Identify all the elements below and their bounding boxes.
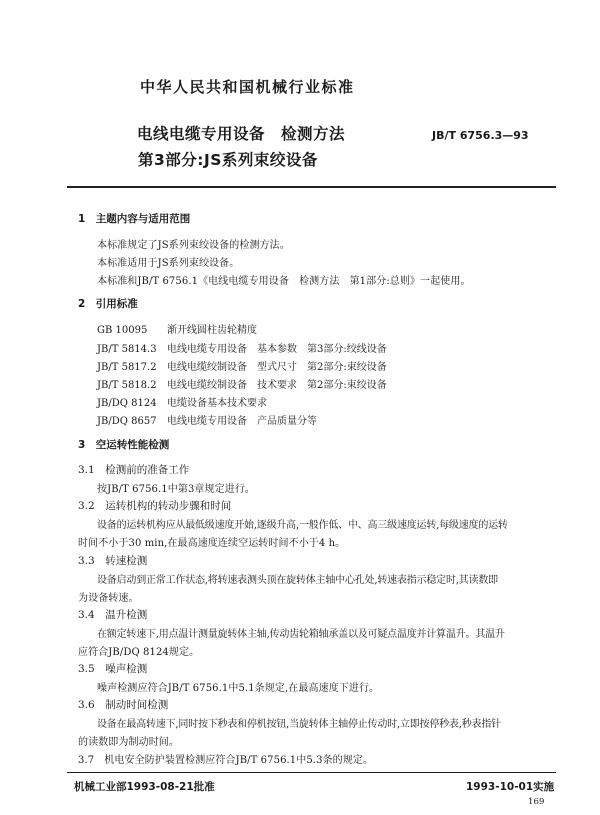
subsection-3-4-line-2: 应符合JB/DQ 8124规定。: [78, 647, 200, 658]
subsection-3-1-title: 3.1 检测前的准备工作: [78, 464, 190, 476]
reference-row: [97, 394, 267, 409]
effective-date: 1993-10-01实施: [466, 781, 555, 793]
reference-title: 渐开线圆柱齿轮精度: [167, 325, 257, 336]
section-1-title: 1 主题内容与适用范围: [78, 213, 191, 225]
reference-code: JB/T 5818.2: [97, 380, 157, 391]
subsection-3-3-line-2: 为设备转速。: [78, 593, 139, 604]
section-1-line-3: 本标准和JB/T 6756.1《电线电缆专用设备 检测方法 第1部分:总则》一起使用。: [97, 276, 471, 287]
reference-row: [97, 376, 387, 391]
approval-date: 机械工业部1993-08-21批准: [74, 781, 215, 793]
subsection-3-3-title: 3.3 转速检测: [78, 555, 148, 567]
title-line-2: 第3部分:JS系列束绞设备: [138, 151, 318, 169]
reference-code: JB/T 5814.3: [97, 344, 157, 355]
reference-code: GB 10095: [97, 325, 148, 336]
section-1-line-2: 本标准适用于JS系列束绞设备。: [97, 258, 240, 269]
reference-title: 电线电缆专用设备 产品质量分等: [167, 416, 317, 427]
footer-rule: [67, 772, 556, 773]
section-2-title: 2 引用标准: [78, 298, 138, 310]
subsection-3-2-line-2: 时间不小于30 min,在最高速度连续空运转时间不小于4 h。: [78, 538, 346, 549]
subsection-3-6-line-1: 设备在最高转速下,同时按下秒表和停机按钮,当旋转体主轴停止传动时,立即按停秒表,秒表指针: [97, 719, 501, 730]
issuing-org: 中华人民共和国机械行业标准: [140, 78, 355, 96]
subsection-3-1-line-1: 按JB/T 6756.1中第3章规定进行。: [97, 484, 256, 495]
reference-code: JB/DQ 8124: [97, 398, 157, 409]
section-1-line-1: 本标准规定了JS系列束绞设备的检测方法。: [97, 240, 290, 251]
reference-title: 电缆设备基本技术要求: [167, 398, 267, 409]
reference-row: [97, 412, 317, 427]
reference-row: [97, 321, 257, 336]
reference-code: JB/DQ 8657: [97, 416, 157, 427]
reference-title: 电线电缆绞制设备 型式尺寸 第2部分:束绞设备: [167, 362, 387, 373]
title-line-1: 电线电缆专用设备 检测方法: [137, 125, 346, 143]
subsection-3-6-title: 3.6 制动时间检测: [78, 699, 169, 711]
reference-title: 电线电缆专用设备 基本参数 第3部分:绞线设备: [167, 344, 387, 355]
section-3-title: 3 空运转性能检测: [78, 439, 170, 451]
reference-row: [97, 340, 387, 355]
subsection-3-6-line-2: 的读数即为制动时间。: [78, 737, 179, 748]
subsection-3-5-title: 3.5 噪声检测: [78, 663, 148, 675]
subsection-3-7-line-1: 3.7 机电安全防护装置检测应符合JB/T 6756.1中5.3条的规定。: [78, 755, 374, 766]
subsection-3-3-line-1: 设备启动到正常工作状态,将转速表测头顶在旋转体主轴中心孔处,转速表指示稳定时,其读数即: [97, 575, 498, 586]
subsection-3-4-line-1: 在额定转速下,用点温计测量旋转体主轴,传动齿轮箱轴承盖以及可疑点温度并计算温升。其温升: [97, 629, 505, 640]
header-rule: [67, 186, 556, 188]
subsection-3-2-title: 3.2 运转机构的转动步骤和时间: [78, 500, 232, 512]
reference-row: [97, 358, 387, 373]
subsection-3-5-line-1: 噪声检测应符合JB/T 6756.1中5.1条规定,在最高速度下进行。: [97, 683, 380, 694]
reference-code: JB/T 5817.2: [97, 362, 157, 373]
reference-title: 电线电缆绞制设备 技术要求 第2部分:束绞设备: [167, 380, 387, 391]
subsection-3-2-line-1: 设备的运转机构应从最低级速度开始,逐级升高,一般作低、中、高三级速度运转,每级速度的运转: [97, 520, 508, 531]
subsection-3-4-title: 3.4 温升检测: [78, 609, 148, 621]
page-number: 169: [528, 797, 545, 807]
standard-number: JB/T 6756.3—93: [432, 129, 529, 142]
